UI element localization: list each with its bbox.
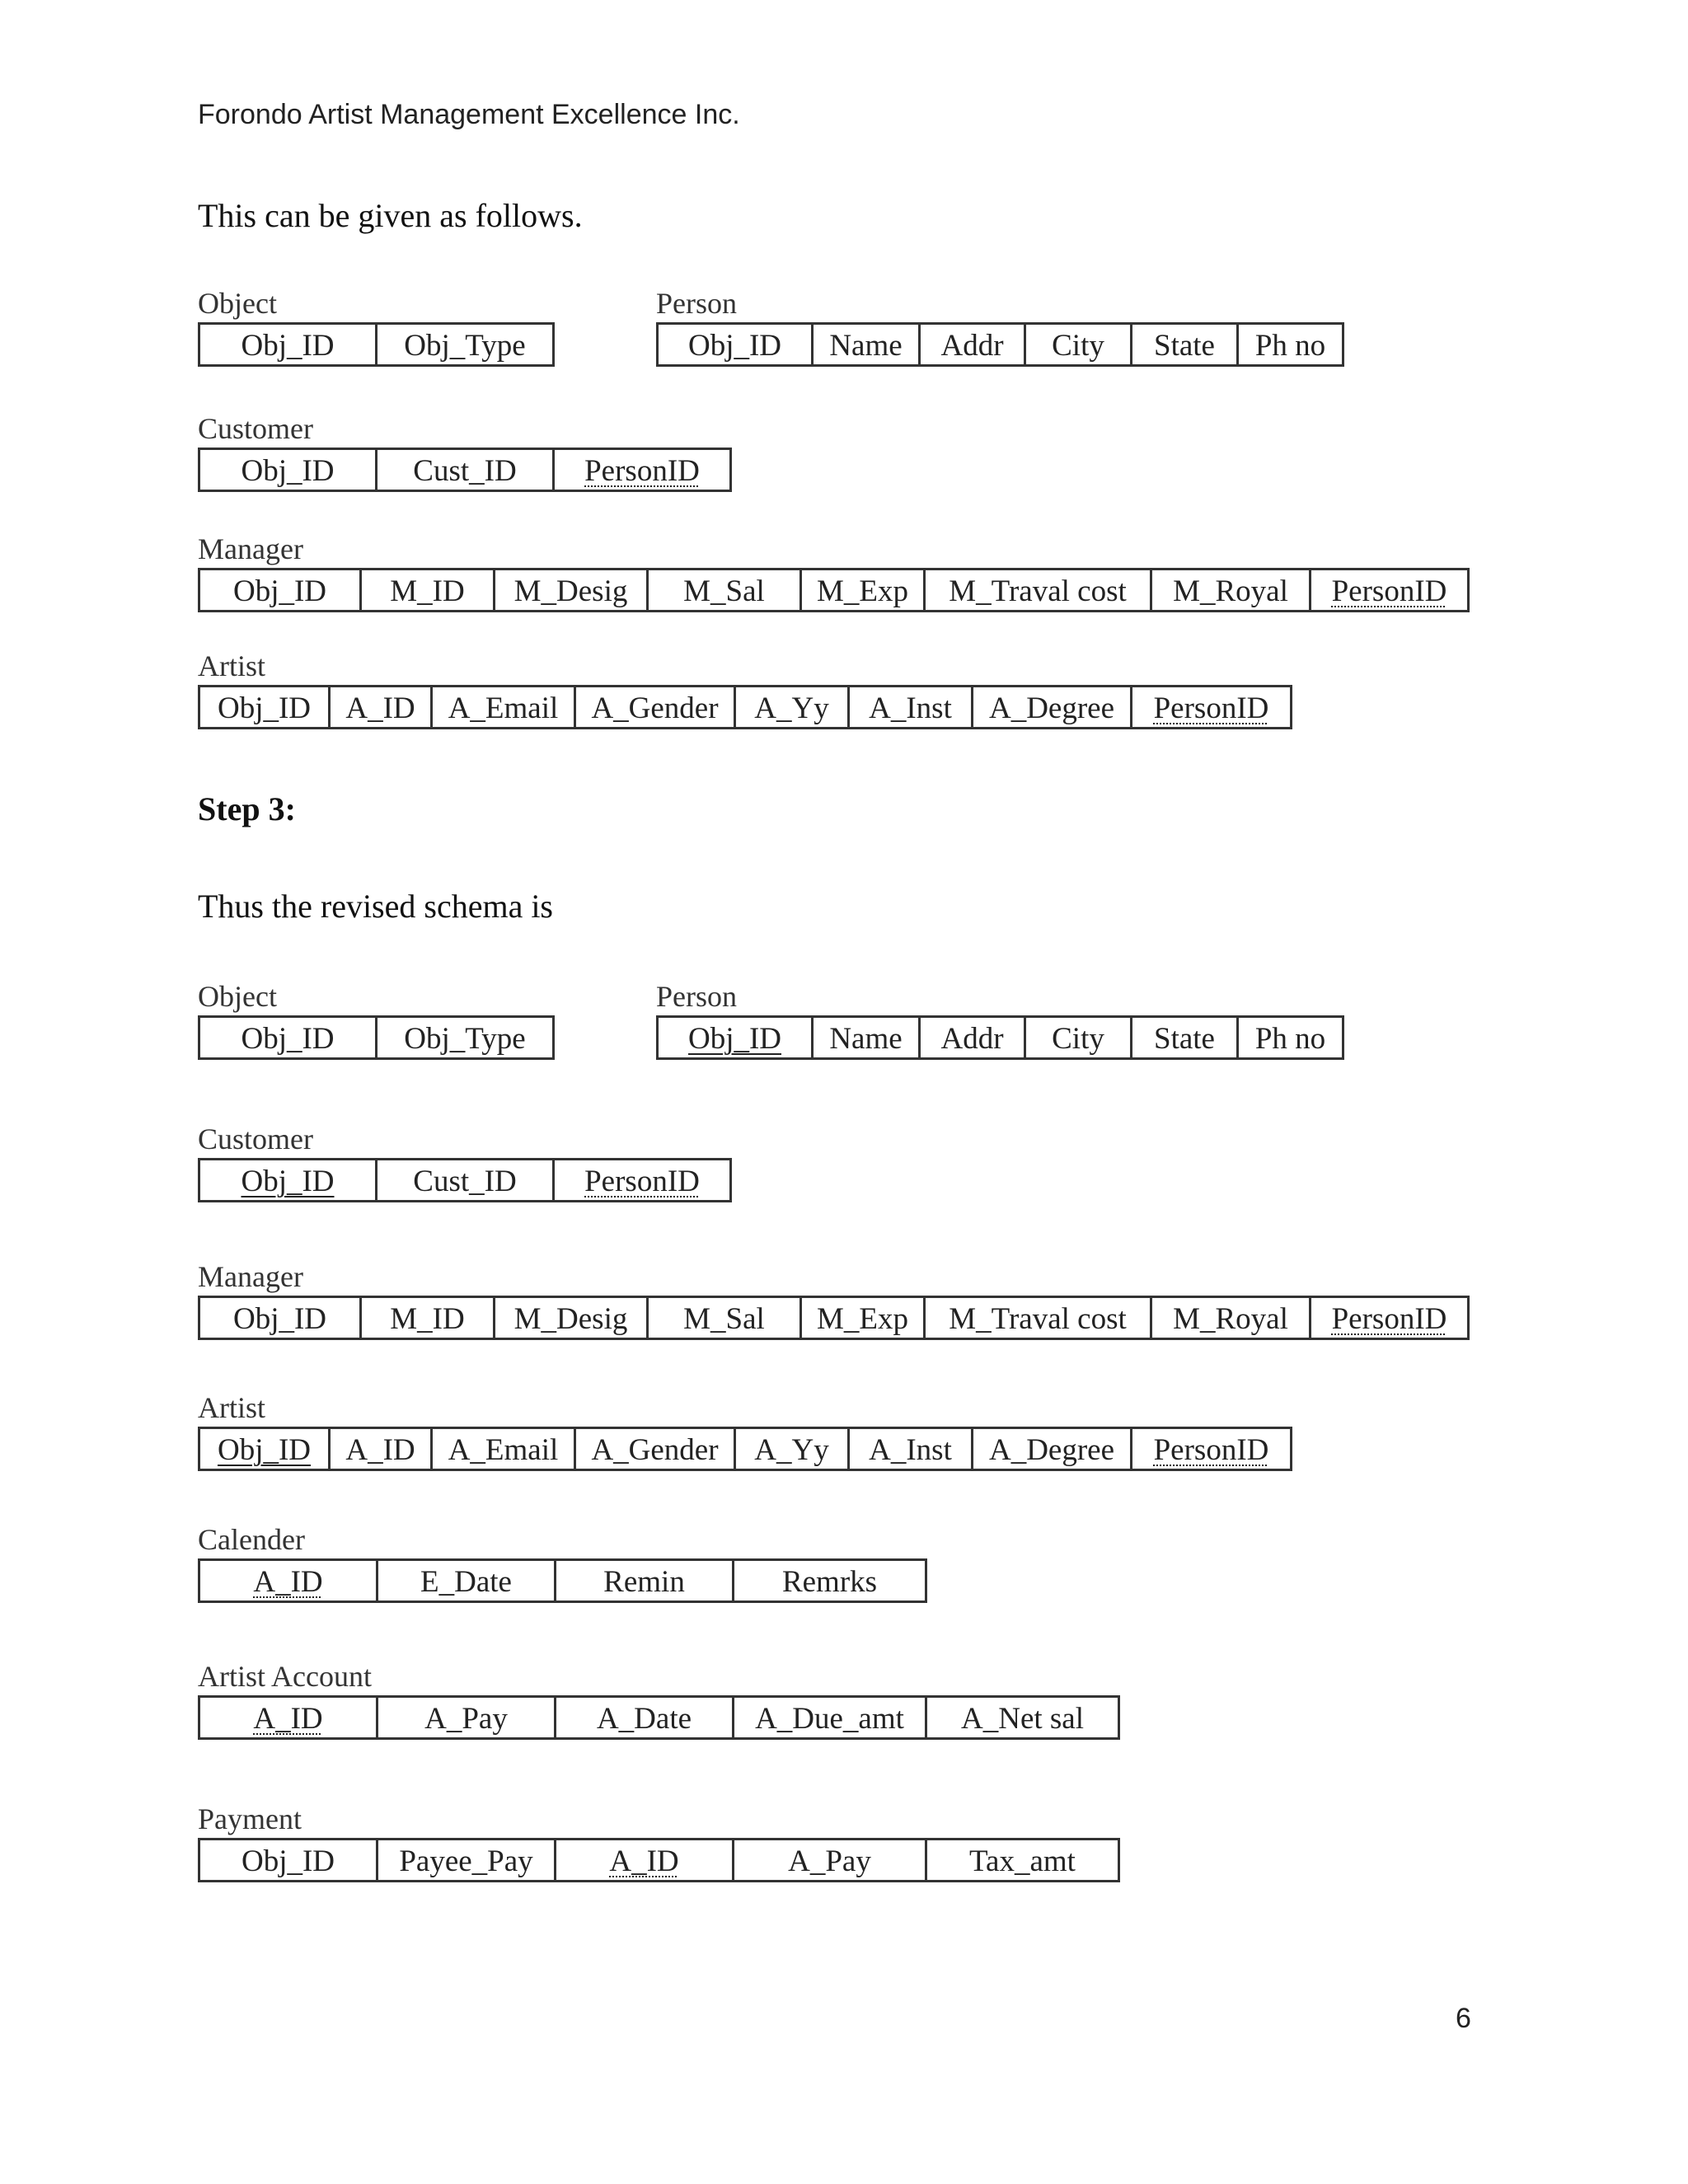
attribute-cell [799,1296,926,1340]
attribute-label: State [1154,329,1215,363]
attribute-row [198,685,1292,729]
attribute-row [198,568,1470,612]
attribute-row [198,1015,555,1060]
attribute-cell [1024,322,1132,367]
attribute-cell [1236,1015,1344,1060]
attribute-cell [734,1427,850,1471]
attribute-cell [1150,1296,1311,1340]
attribute-cell [493,568,649,612]
attribute-label: Obj_ID [232,1302,327,1336]
relation-object-1 [198,284,555,367]
attribute-label: PersonID [1331,1302,1447,1336]
relation-artist-1 [198,647,1292,729]
relation-artist-account [198,1657,1120,1740]
relation-name: Person [656,980,737,1013]
page-header: Forondo Artist Management Excellence Inc. [198,99,740,130]
relation-name: Manager [198,1260,303,1293]
foreign-key-attribute [552,448,732,492]
attribute-label: A_Yy [754,1433,829,1467]
attribute-label: PersonID [584,1165,700,1198]
attribute-label: Obj_ID [232,574,327,608]
attribute-label: M_Royal [1173,1302,1288,1336]
attribute-label: PersonID [1153,1433,1269,1467]
step-heading: Step 3: [198,790,296,827]
relation-customer-1 [198,410,732,492]
attribute-row [198,1296,1470,1340]
attribute-cell [1130,322,1239,367]
attribute-label: Obj_ID [217,691,312,725]
attribute-label: M_Exp [817,574,908,608]
foreign-key-attribute [552,1158,732,1202]
attribute-cell [971,1427,1132,1471]
relation-name: Customer [198,1122,313,1155]
attribute-cell [1024,1015,1132,1060]
attribute-cell [1150,568,1311,612]
attribute-label: A_Due_amt [755,1702,904,1736]
page-number: 6 [1456,2003,1471,2034]
attribute-label: Obj_ID [241,1165,335,1198]
attribute-cell [811,322,921,367]
attribute-cell [375,1158,555,1202]
attribute-cell [359,1296,495,1340]
attribute-label: M_Sal [683,574,765,608]
attribute-label: A_ID [345,691,415,725]
attribute-cell [493,1296,649,1340]
relation-artist-2 [198,1389,1292,1471]
attribute-cell [198,568,362,612]
attribute-label: Obj_ID [241,329,335,363]
attribute-label: Cust_ID [413,1165,517,1198]
attribute-label: A_ID [253,1565,323,1599]
attribute-label: Obj_ID [241,1844,335,1878]
attribute-row [198,1838,1120,1882]
foreign-key-attribute [1130,685,1292,729]
foreign-key-attribute [198,1695,378,1740]
attribute-cell [359,568,495,612]
relation-manager-1 [198,530,1470,612]
relation-person-1 [656,284,1344,367]
attribute-cell [430,685,576,729]
attribute-cell [328,685,433,729]
attribute-label: E_Date [420,1565,512,1599]
primary-key-attribute [656,1015,814,1060]
attribute-cell [198,1838,378,1882]
attribute-label: City [1052,329,1104,363]
attribute-cell [847,685,973,729]
attribute-label: Obj_Type [404,329,526,363]
foreign-key-attribute [1130,1427,1292,1471]
attribute-cell [918,322,1026,367]
attribute-label: Addr [940,1022,1004,1056]
attribute-label: A_Degree [988,1433,1115,1467]
attribute-label: M_Traval cost [949,1302,1127,1336]
attribute-cell [375,448,555,492]
relation-payment [198,1800,1120,1882]
attribute-cell [574,685,736,729]
attribute-cell [376,1695,556,1740]
attribute-label: Name [829,1022,903,1056]
attribute-cell [918,1015,1026,1060]
attribute-cell [198,448,377,492]
attribute-label: A_Pay [424,1702,508,1736]
attribute-label: A_Inst [869,1433,952,1467]
attribute-cell [732,1838,927,1882]
attribute-label: A_ID [609,1844,679,1878]
attribute-cell [646,1296,802,1340]
attribute-cell [375,1015,555,1060]
attribute-cell [923,568,1152,612]
intro-text: This can be given as follows. [198,197,583,234]
attribute-label: A_Degree [988,691,1115,725]
attribute-label: M_ID [390,574,465,608]
attribute-cell [1236,322,1344,367]
attribute-cell [925,1695,1120,1740]
attribute-cell [198,685,331,729]
attribute-label: Payee_Pay [399,1844,533,1878]
relation-name: Manager [198,532,303,565]
attribute-cell [811,1015,921,1060]
attribute-label: A_Yy [754,691,829,725]
attribute-cell [430,1427,576,1471]
attribute-cell [925,1838,1120,1882]
relation-calender [198,1521,927,1603]
attribute-row [198,1558,927,1603]
attribute-label: Remrks [781,1565,878,1599]
attribute-label: Obj_Type [404,1022,526,1056]
revised-intro-text: Thus the revised schema is [198,888,553,925]
attribute-label: M_ID [390,1302,465,1336]
attribute-cell [376,1838,556,1882]
attribute-cell [732,1558,927,1603]
relation-object-2 [198,977,555,1060]
attribute-row [198,448,732,492]
foreign-key-attribute [198,1558,378,1603]
foreign-key-attribute [1309,1296,1470,1340]
relation-name: Person [656,287,737,320]
attribute-cell [799,568,926,612]
attribute-cell [574,1427,736,1471]
attribute-label: A_Pay [788,1844,871,1878]
attribute-row [656,1015,1344,1060]
relation-name: Payment [198,1802,302,1835]
attribute-label: PersonID [584,454,700,488]
attribute-cell [554,1558,734,1603]
attribute-label: M_Sal [683,1302,765,1336]
attribute-label: A_Email [448,1433,559,1467]
attribute-label: M_Desig [513,574,628,608]
relation-name: Artist [198,649,266,682]
foreign-key-attribute [1309,568,1470,612]
attribute-cell [656,322,814,367]
attribute-cell [198,1015,377,1060]
relation-name: Calender [198,1523,305,1556]
relation-manager-2 [198,1258,1470,1340]
attribute-label: M_Royal [1173,574,1288,608]
attribute-label: Cust_ID [413,454,517,488]
attribute-label: A_Net sal [961,1702,1084,1736]
attribute-label: Obj_ID [217,1433,312,1467]
relation-name: Customer [198,412,313,445]
attribute-label: Obj_ID [687,1022,782,1056]
attribute-label: State [1154,1022,1215,1056]
attribute-label: M_Traval cost [949,574,1127,608]
attribute-label: Obj_ID [241,454,335,488]
attribute-cell [376,1558,556,1603]
attribute-label: Tax_amt [969,1844,1076,1878]
attribute-row [198,1427,1292,1471]
attribute-cell [971,685,1132,729]
attribute-cell [375,322,555,367]
attribute-cell [732,1695,927,1740]
foreign-key-attribute [554,1838,734,1882]
primary-key-attribute [198,1427,331,1471]
attribute-cell [554,1695,734,1740]
attribute-label: Ph no [1254,329,1326,363]
attribute-cell [923,1296,1152,1340]
relation-person-2 [656,977,1344,1060]
attribute-label: A_Inst [869,691,952,725]
attribute-label: M_Desig [513,1302,628,1336]
attribute-cell [734,685,850,729]
attribute-label: Ph no [1254,1022,1326,1056]
attribute-label: Addr [940,329,1004,363]
relation-name: Object [198,980,277,1013]
attribute-label: City [1052,1022,1104,1056]
attribute-row [198,1158,732,1202]
attribute-row [656,322,1344,367]
attribute-cell [198,322,377,367]
attribute-label: A_Date [596,1702,692,1736]
attribute-label: Name [829,329,903,363]
attribute-cell [646,568,802,612]
attribute-cell [328,1427,433,1471]
primary-key-attribute [198,1158,377,1202]
relation-name: Object [198,287,277,320]
attribute-row [198,322,555,367]
attribute-cell [1130,1015,1239,1060]
attribute-label: M_Exp [817,1302,908,1336]
attribute-label: A_ID [253,1702,323,1736]
relation-name: Artist [198,1391,266,1424]
attribute-row [198,1695,1120,1740]
attribute-label: Obj_ID [241,1022,335,1056]
attribute-label: A_ID [345,1433,415,1467]
attribute-label: PersonID [1153,691,1269,725]
attribute-cell [198,1296,362,1340]
attribute-label: A_Email [448,691,559,725]
attribute-label: A_Gender [591,1433,719,1467]
attribute-cell [847,1427,973,1471]
relation-name: Artist Account [198,1660,372,1693]
attribute-label: Obj_ID [687,329,782,363]
relation-customer-2 [198,1120,732,1202]
attribute-label: PersonID [1331,574,1447,608]
attribute-label: A_Gender [591,691,719,725]
attribute-label: Remin [603,1565,685,1599]
